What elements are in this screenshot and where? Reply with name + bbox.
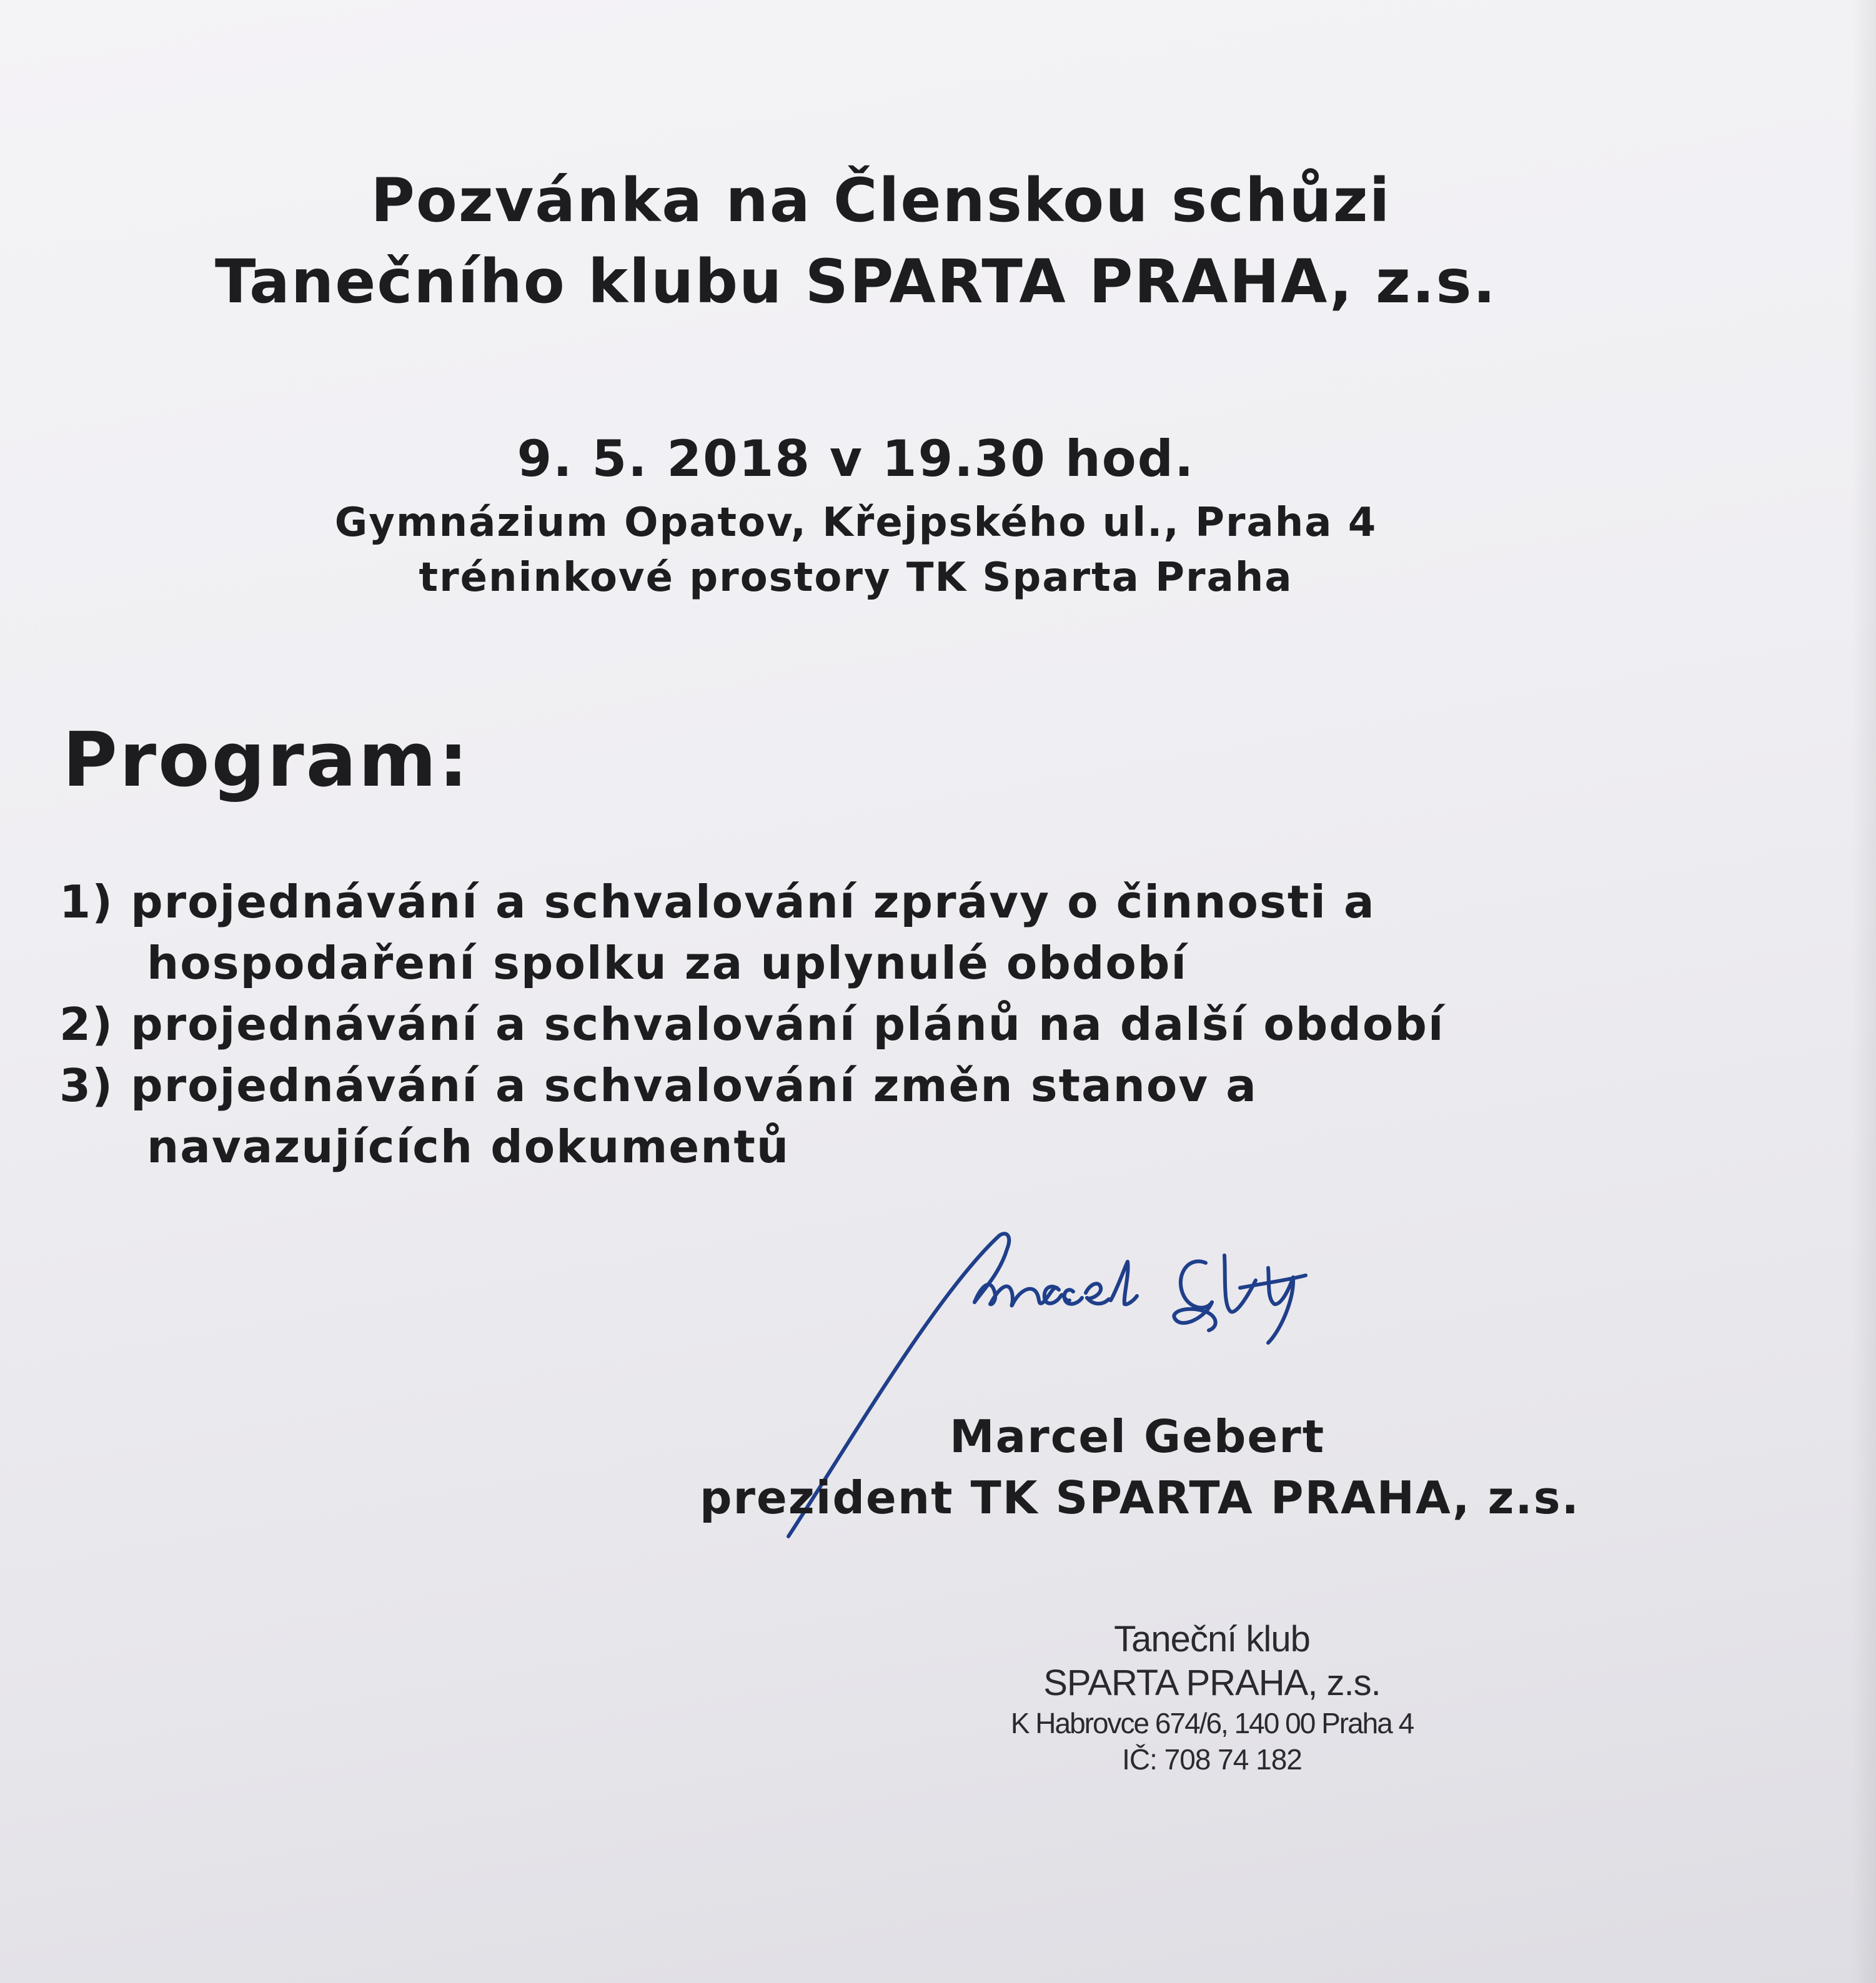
signer-role: prezident TK SPARTA PRAHA, z.s. [700,1471,1580,1524]
agenda-item-3-continued: navazujících dokumentů [147,1120,790,1173]
stamp-company-id: IČ: 708 74 182 [1122,1743,1302,1776]
program-heading: Program: [62,717,470,804]
agenda-list [59,871,1445,1177]
title-line-1: Pozvánka na Členskou schůzi [370,166,1391,235]
agenda-item-1-continued: hospodaření spolku za uplynulé období [147,937,1188,989]
signer-name: Marcel Gebert [950,1410,1326,1463]
stamp-address: K Habrovce 674/6, 140 00 Praha 4 [1010,1707,1414,1739]
agenda-item-1: 1) projednávání a schvalování zprávy o činnosti a [59,876,1376,928]
stamp-line-1: Taneční klub [1114,1619,1310,1659]
event-place-line-1: Gymnázium Opatov, Křejpského ul., Praha 4 [334,500,1377,546]
paper-shadow [1851,0,1876,1983]
stamp-line-2: SPARTA PRAHA, z.s. [1043,1663,1381,1703]
agenda-item-3: 3) projednávání a schvalování změn stanov a [59,1059,1258,1112]
club-stamp [962,1618,1462,1778]
event-place-line-2: tréninkové prostory TK Sparta Praha [419,555,1293,601]
title-line-2: Tanečního klubu SPARTA PRAHA, z.s. [215,247,1497,317]
agenda-item-2: 2) projednávání a schvalování plánů na další období [59,998,1445,1051]
event-datetime: 9. 5. 2018 v 19.30 hod. [517,430,1195,488]
